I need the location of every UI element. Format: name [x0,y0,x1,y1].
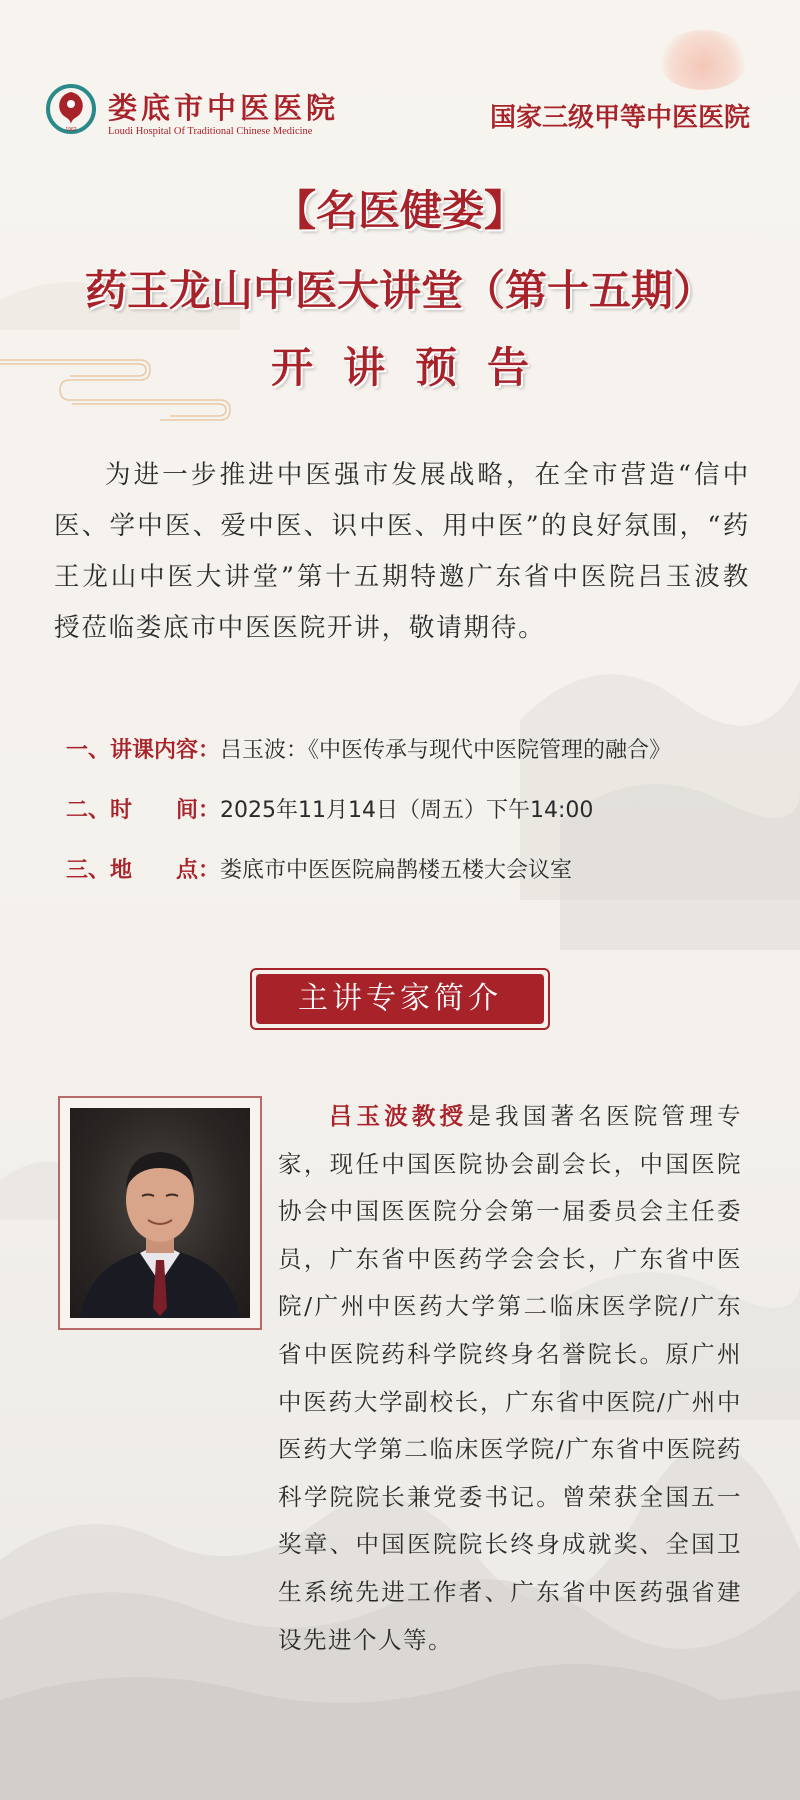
banner-text: 主讲专家简介 [298,981,502,1016]
hospital-grade: 国家三级甲等中医医院 [489,103,750,133]
sun-decoration [658,30,748,90]
info-value: 吕玉波：《中医传承与现代中医院管理的融合》 [220,738,672,763]
title-line-3: 开讲预告 [270,343,559,392]
info-row-content [66,733,671,764]
logo-year: 1962 [65,127,77,133]
expert-photo [70,1108,250,1318]
expert-bio [278,1093,742,1664]
title-line-1: 【名医健娄】 [273,186,526,235]
info-label: 三、地 点： [66,858,221,883]
cloud-line-decoration [0,350,260,440]
intro-paragraph: 为进一步推进中医强市发展战略，在全市营造“信中医、学中医、爱中医、识中医、用中医”的良好氛围，“药王龙山中医大讲堂”第十五期特邀广东省中医院吕玉波教授莅临娄底市中医医院开讲，敬请期待。 [54,460,750,643]
expert-photo-frame [58,1096,262,1330]
info-value: 娄底市中医医院扁鹊楼五楼大会议室 [220,858,573,883]
title-line-2: 药王龙山中医大讲堂（第十五期） [84,266,715,315]
expert-intro-banner [250,968,550,1030]
info-value: 2025年11月14日（周五）下午14:00 [220,798,594,823]
info-label: 二、时 间： [66,798,221,823]
info-row-location [66,853,572,884]
hospital-name: 娄底市中医医院 [108,91,340,125]
hospital-logo-icon [46,84,96,134]
expert-bio-text: 是我国著名医院管理专家，现任中国医院协会副会长，中国医院协会中国医医院分会第一届委员会主任委员，广东省中医药学会会长，广东省中医院/广州中医药大学第二临床医学院/广东省中医院药科学院终身名誉院长。原广州中医药大学副校长，广东省中医院/广州中医药大学第二临床医学院/广东省中医院药科学院院长兼党委书记。曾荣获全国五一奖章、中国医院院长终身成就奖、全国卫生系统先进工作者、广东省中医药强省建设先进个人等。 [278,1102,743,1654]
expert-name: 吕玉波教授 [326,1102,468,1130]
info-row-time [66,793,593,824]
hospital-name-en: Loudi Hospital Of Traditional Chinese Medicine [108,126,313,137]
info-label: 一、讲课内容： [66,738,221,763]
